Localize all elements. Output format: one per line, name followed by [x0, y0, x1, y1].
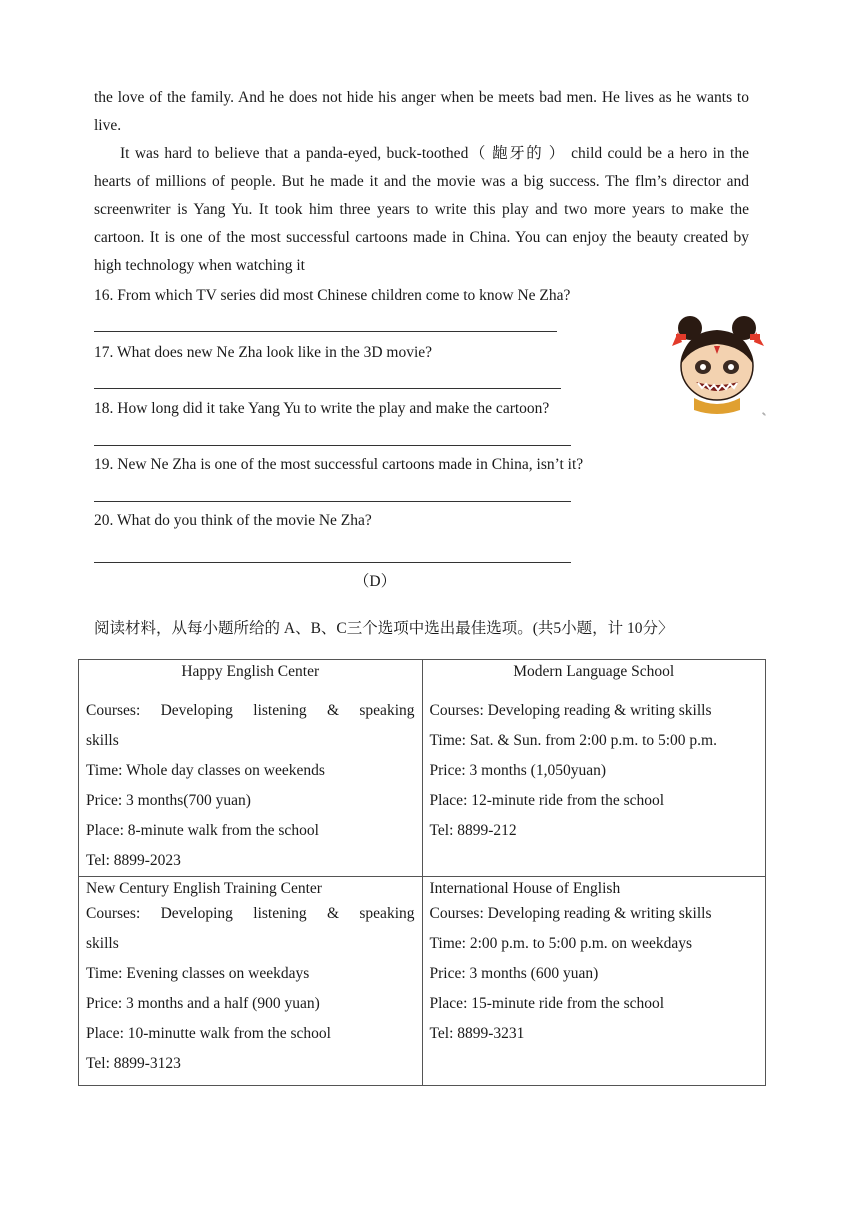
ad-international-house — [422, 877, 766, 1086]
ad-title: International House of English — [429, 880, 621, 897]
ad-title: Happy English Center — [181, 663, 320, 680]
ads-table-row — [79, 660, 766, 877]
ad-modern-language-school — [422, 660, 766, 877]
ads-table-row — [79, 877, 766, 1086]
ad-price: Price: 3 months (600 yuan) — [429, 965, 599, 982]
ad-tel: Tel: 8899-212 — [429, 822, 517, 839]
ad-title: Modern Language School — [513, 663, 675, 680]
ad-courses-cont: skills — [86, 732, 119, 749]
ad-courses: Courses: Developing listening & speaking — [86, 905, 415, 922]
question-20: 20. What do you think of the movie Ne Zha? — [94, 512, 372, 529]
ads-table — [78, 659, 766, 1086]
answer-line-17[interactable] — [94, 388, 561, 389]
ad-courses-cont: skills — [86, 935, 119, 952]
ad-courses: Courses: Developing listening & speaking — [86, 702, 415, 719]
answer-line-18[interactable] — [94, 445, 571, 446]
instructions: 阅读材料，从每小题所给的 A、B、C三个选项中选出最佳选项。(共5小题，计 10分〉 — [94, 620, 674, 637]
answer-line-19[interactable] — [94, 501, 571, 502]
question-19: 19. New Ne Zha is one of the most successful cartoons made in China, isn’t it? — [94, 456, 584, 473]
passage-paragraph-2: It was hard to believe that a panda-eyed, buck-toothed（ 龅牙的 ） child could be a hero in the hearts of millions of people. But he made it and the movie was a big success. The flm’s director and screenwriter is Yang Yu. It took him three years to write this play and two more years to make the cartoon. It is one of the most successful cartoons made in China. You can enjoy the beauty created by high technology when watching it — [94, 145, 749, 274]
ad-place: Place: 15-minute ride from the school — [429, 995, 665, 1012]
ad-time: Time: Evening classes on weekdays — [86, 965, 310, 982]
ad-price: Price: 3 months (1,050yuan) — [429, 762, 607, 779]
ne-zha-cartoon-icon — [670, 312, 776, 422]
ad-tel: Tel: 8899-3231 — [429, 1025, 525, 1042]
ad-new-century-center — [79, 877, 423, 1086]
ad-time: Time: 2:00 p.m. to 5:00 p.m. on weekdays — [429, 935, 692, 952]
question-17: 17. What does new Ne Zha look like in the 3D movie? — [94, 344, 433, 361]
passage-paragraph-1: the love of the family. And he does not hide his anger when be meets bad men. He lives as he wants to live. — [94, 89, 749, 134]
question-16: 16. From which TV series did most Chinese children come to know Ne Zha? — [94, 287, 571, 304]
ad-courses: Courses: Developing reading & writing skills — [429, 702, 712, 719]
answer-line-16[interactable] — [94, 331, 557, 332]
ad-courses: Courses: Developing reading & writing skills — [429, 905, 712, 922]
ad-time: Time: Sat. & Sun. from 2:00 p.m. to 5:00 p.m. — [429, 732, 717, 749]
ad-happy-english-center — [79, 660, 423, 877]
ad-tel: Tel: 8899-2023 — [86, 852, 181, 869]
ad-place: Place: 8-minute walk from the school — [86, 822, 319, 839]
ad-price: Price: 3 months and a half (900 yuan) — [86, 995, 320, 1012]
ad-tel: Tel: 8899-3123 — [86, 1055, 181, 1072]
ad-time: Time: Whole day classes on weekends — [86, 762, 325, 779]
answer-line-20[interactable] — [94, 562, 571, 563]
question-18: 18. How long did it take Yang Yu to write the play and make the cartoon? — [94, 400, 550, 417]
section-label: （D） — [353, 573, 397, 590]
ad-place: Place: 12-minute ride from the school — [429, 792, 665, 809]
ad-price: Price: 3 months(700 yuan) — [86, 792, 251, 809]
svg-text:✎: ✎ — [762, 412, 767, 418]
ad-title: New Century English Training Center — [86, 880, 322, 897]
ad-place: Place: 10-minutte walk from the school — [86, 1025, 331, 1042]
